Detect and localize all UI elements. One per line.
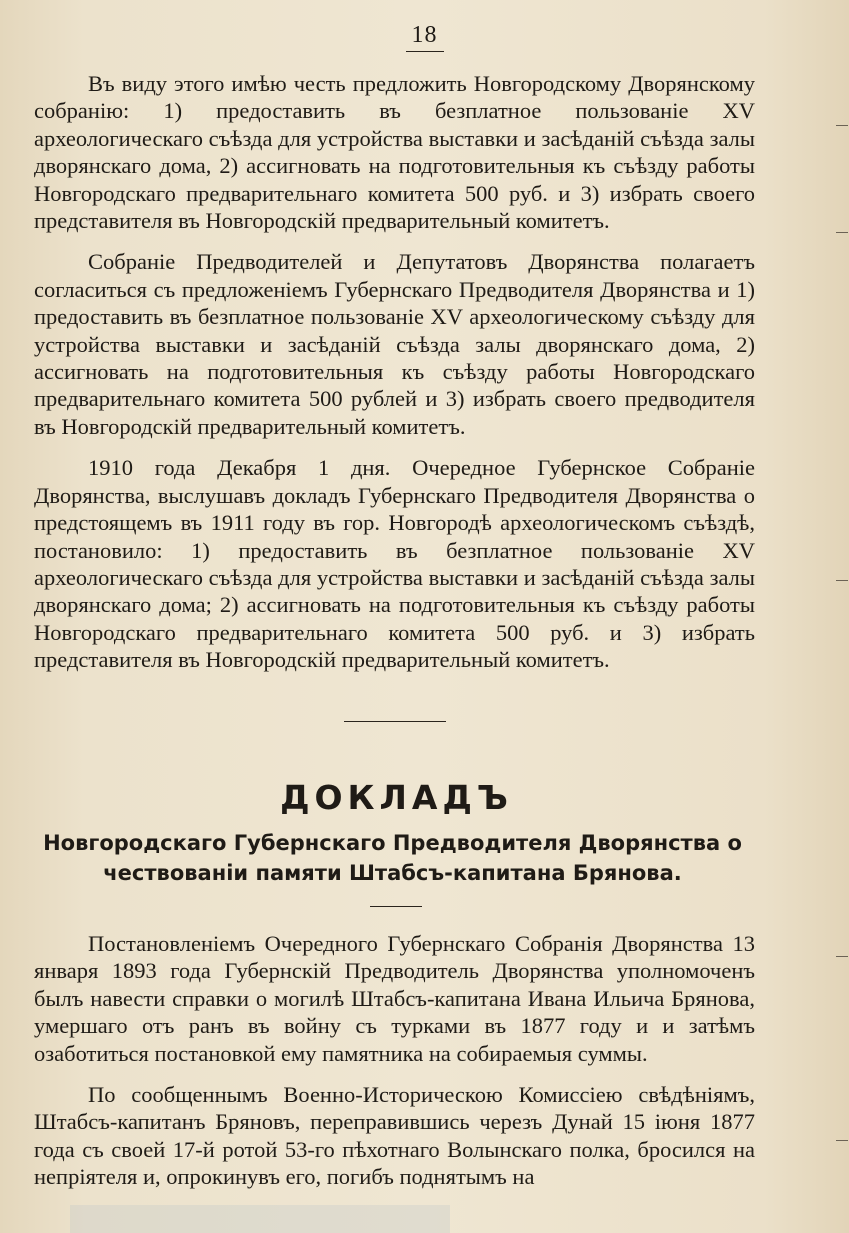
report-title: ДОКЛАДЪ — [280, 778, 513, 817]
edge-mark — [836, 580, 848, 581]
section-divider — [344, 721, 446, 722]
paragraph: Въ виду этого имѣю честь предложить Новгородскому Дворянскому собранію: 1) предоставить въ безплатное пользованіе XV археологическаго съѣзда для устройства выставки и засѣданій съѣзда залы дворянскаго дома, 2) ассигновать на подготовительныя къ съѣзду работы Новгородскаго предварительнаго комитета 500 руб. и 3) избрать своего представителя въ Новгородскій предварительный комитетъ. — [34, 71, 755, 234]
edge-mark — [836, 125, 848, 126]
paragraph: Постановленіемъ Очередного Губернскаго Собранія Дворянства 13 января 1893 года Губернскій Предводитель Дворянства уполномоченъ былъ навести справки о могилѣ Штабсъ-капитана Ивана Ильича Брянова, умершаго отъ ранъ въ войну съ турками въ 1877 году и и затѣмъ озаботиться постановкой ему памятника на собираемыя суммы. — [34, 931, 755, 1066]
section-1-text — [34, 70, 755, 688]
paragraph: 1910 года Декабря 1 дня. Очередное Губернское Собраніе Дворянства, выслушавъ докладъ Губернскаго Предводителя Дворянства о предстоящемъ въ 1911 году въ гор. Новгородѣ археологическомъ съѣздѣ, постановило: 1) предоставить въ безплатное пользованіе XV археологическаго съѣзда для устройства выставки и засѣданій съѣзда залы дворянскаго дома; 2) ассигновать на подготовительныя къ съѣзду работы Новгородскаго предварительнаго комитета 500 руб. и 3) избрать представителя въ Новгородскій предварительный комитетъ. — [34, 455, 755, 673]
library-stamp-trace — [70, 1205, 450, 1233]
paragraph: По сообщеннымъ Военно-Историческою Комиссіею свѣдѣніямъ, Штабсъ-капитанъ Бряновъ, переправившись черезъ Дунай 15 іюня 1877 года съ своей 17-й ротой 53-го пѣхотнаго Волынскаго полка, бросился на непріятеля и, опрокинувъ его, погибъ поднятымъ на — [34, 1082, 755, 1190]
edge-mark — [836, 1140, 848, 1141]
page-number: 18 — [0, 22, 849, 52]
edge-mark — [836, 956, 848, 957]
paragraph: Собраніе Предводителей и Депутатовъ Дворянства полагаетъ согласиться съ предложеніемъ Губернскаго Предводителя Дворянства и 1) предоставить въ безплатное пользованіе XV археологическому съѣзду для устройства выставки и засѣданій съѣзда залы дворянскаго дома, 2) ассигновать на подготовительныя къ съѣзду работы Новгородскаго предварительнаго комитета 500 рублей и 3) избрать своего предводителя въ Новгородскій предварительный комитетъ. — [34, 249, 755, 439]
section-2-text — [34, 930, 755, 1205]
heading-divider — [370, 906, 422, 907]
report-subtitle: Новгородскаго Губернскаго Предводителя Дворянства о чествованіи памяти Штабсъ-капитана Брянова. — [43, 831, 742, 885]
edge-mark — [836, 232, 848, 233]
